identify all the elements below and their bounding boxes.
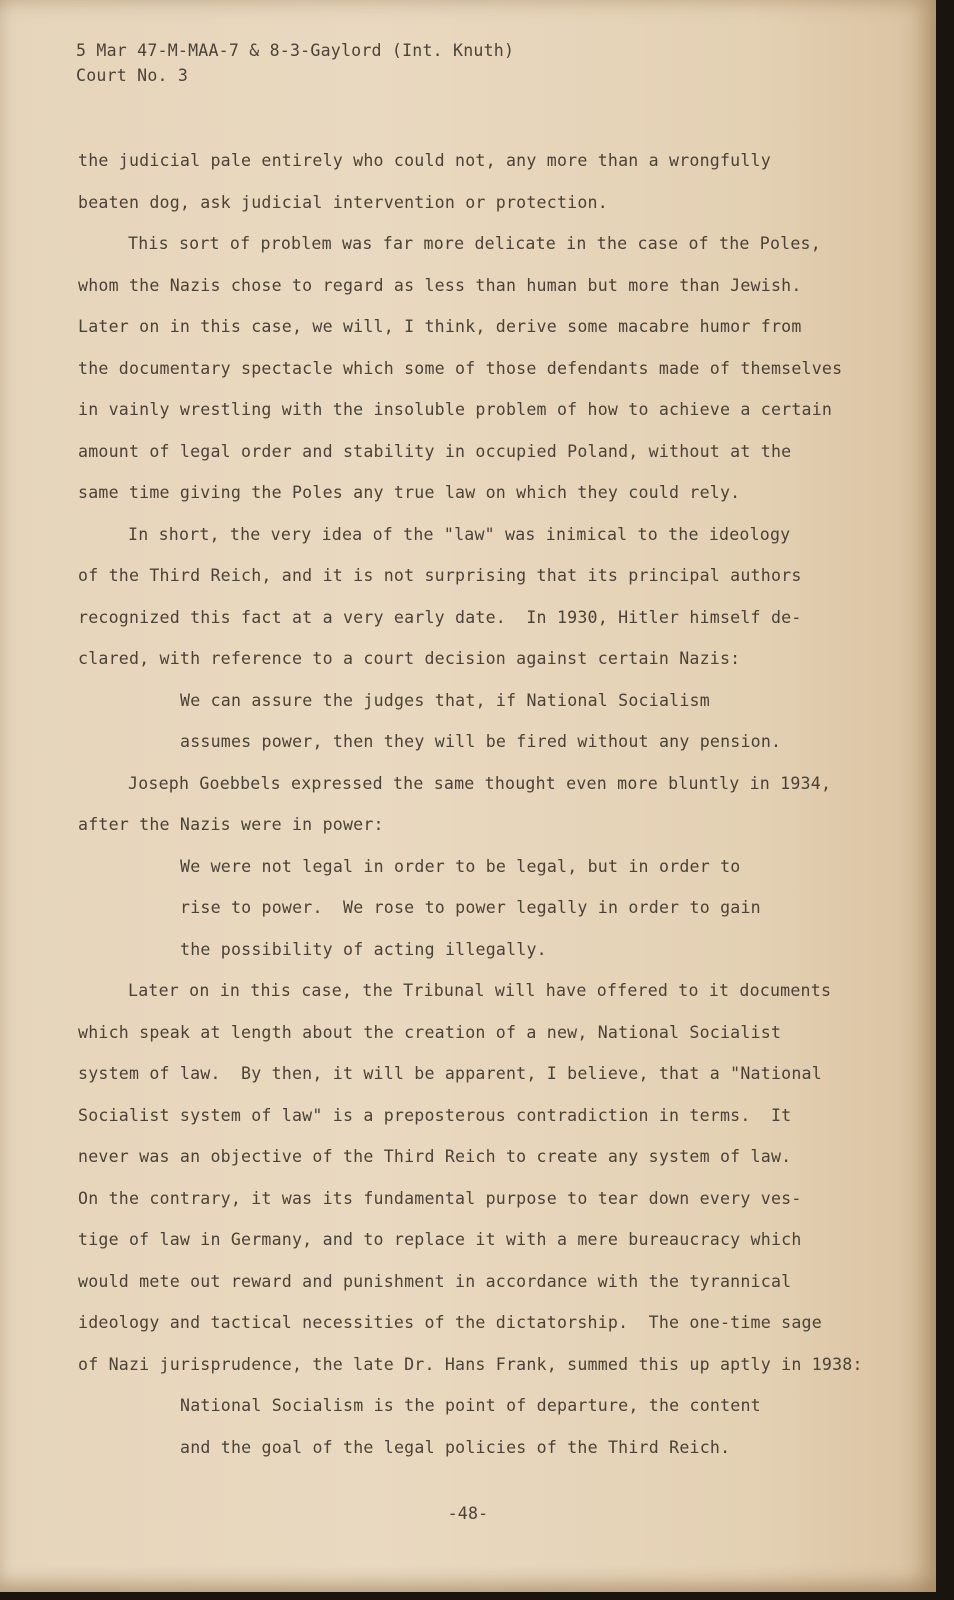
document-header	[76, 38, 514, 88]
header-session-line: 5 Mar 47-M-MAA-7 & 8-3-Gaylord (Int. Knuth)	[76, 41, 515, 60]
document-body	[78, 140, 863, 1468]
text-line: recognized this fact at a very early date. In 1930, Hitler himself de-	[78, 607, 802, 627]
quote-line: National Socialism is the point of departure, the content	[180, 1396, 761, 1415]
text-line: Socialist system of law" is a preposterous contradiction in terms. It	[78, 1105, 792, 1125]
text-line: which speak at length about the creation of a new, National Socialist	[78, 1022, 782, 1042]
text-line: never was an objective of the Third Reich to create any system of law.	[78, 1147, 792, 1166]
quote-line: the possibility of acting illegally.	[180, 939, 547, 959]
text-line: On the contrary, it was its fundamental purpose to tear down every ves-	[78, 1188, 802, 1208]
text-line: amount of legal order and stability in occupied Poland, without at the	[78, 441, 792, 461]
page-number: -48-	[447, 1504, 489, 1523]
quote-line: We can assure the judges that, if National Socialism	[180, 690, 710, 710]
text-line: clared, with reference to a court decision against certain Nazis:	[78, 649, 741, 668]
text-line: in vainly wrestling with the insoluble problem of how to achieve a certain	[78, 400, 833, 419]
text-line: same time giving the Poles any true law on which they could rely.	[78, 483, 741, 502]
text-line: In short, the very idea of the "law" was inimical to the ideology	[128, 524, 791, 544]
text-line: Later on in this case, the Tribunal will have offered to it documents	[128, 981, 832, 1000]
scan-edge-right	[936, 0, 954, 1600]
text-line: tige of law in Germany, and to replace it with a mere bureaucracy which	[78, 1230, 802, 1249]
text-line: Joseph Goebbels expressed the same thought even more bluntly in 1934,	[128, 773, 832, 793]
text-line: Later on in this case, we will, I think, derive some macabre humor from	[78, 317, 802, 336]
scan-edge-bottom	[0, 1592, 954, 1600]
text-line: beaten dog, ask judicial intervention or protection.	[78, 192, 608, 212]
text-line: of the Third Reich, and it is not surprising that its principal authors	[78, 566, 802, 585]
quote-line: assumes power, then they will be fired without any pension.	[180, 732, 782, 751]
text-line: after the Nazis were in power:	[78, 815, 384, 834]
text-line: whom the Nazis chose to regard as less than human but more than Jewish.	[78, 275, 802, 295]
text-line: ideology and tactical necessities of the dictatorship. The one-time sage	[78, 1313, 822, 1332]
quote-line: We were not legal in order to be legal, but in order to	[180, 856, 741, 876]
text-line: of Nazi jurisprudence, the late Dr. Hans Frank, summed this up aptly in 1938:	[78, 1354, 863, 1374]
quote-line: and the goal of the legal policies of the Third Reich.	[180, 1437, 731, 1457]
text-line: would mete out reward and punishment in accordance with the tyrannical	[78, 1271, 792, 1291]
text-line: the documentary spectacle which some of those defendants made of themselves	[78, 358, 843, 378]
text-line: system of law. By then, it will be apparent, I believe, that a "National	[78, 1064, 822, 1083]
header-court-line: Court No. 3	[76, 66, 189, 85]
quote-line: rise to power. We rose to power legally in order to gain	[180, 898, 761, 917]
text-line: the judicial pale entirely who could not, any more than a wrongfully	[78, 151, 771, 170]
text-line: This sort of problem was far more delicate in the case of the Poles,	[128, 234, 821, 253]
